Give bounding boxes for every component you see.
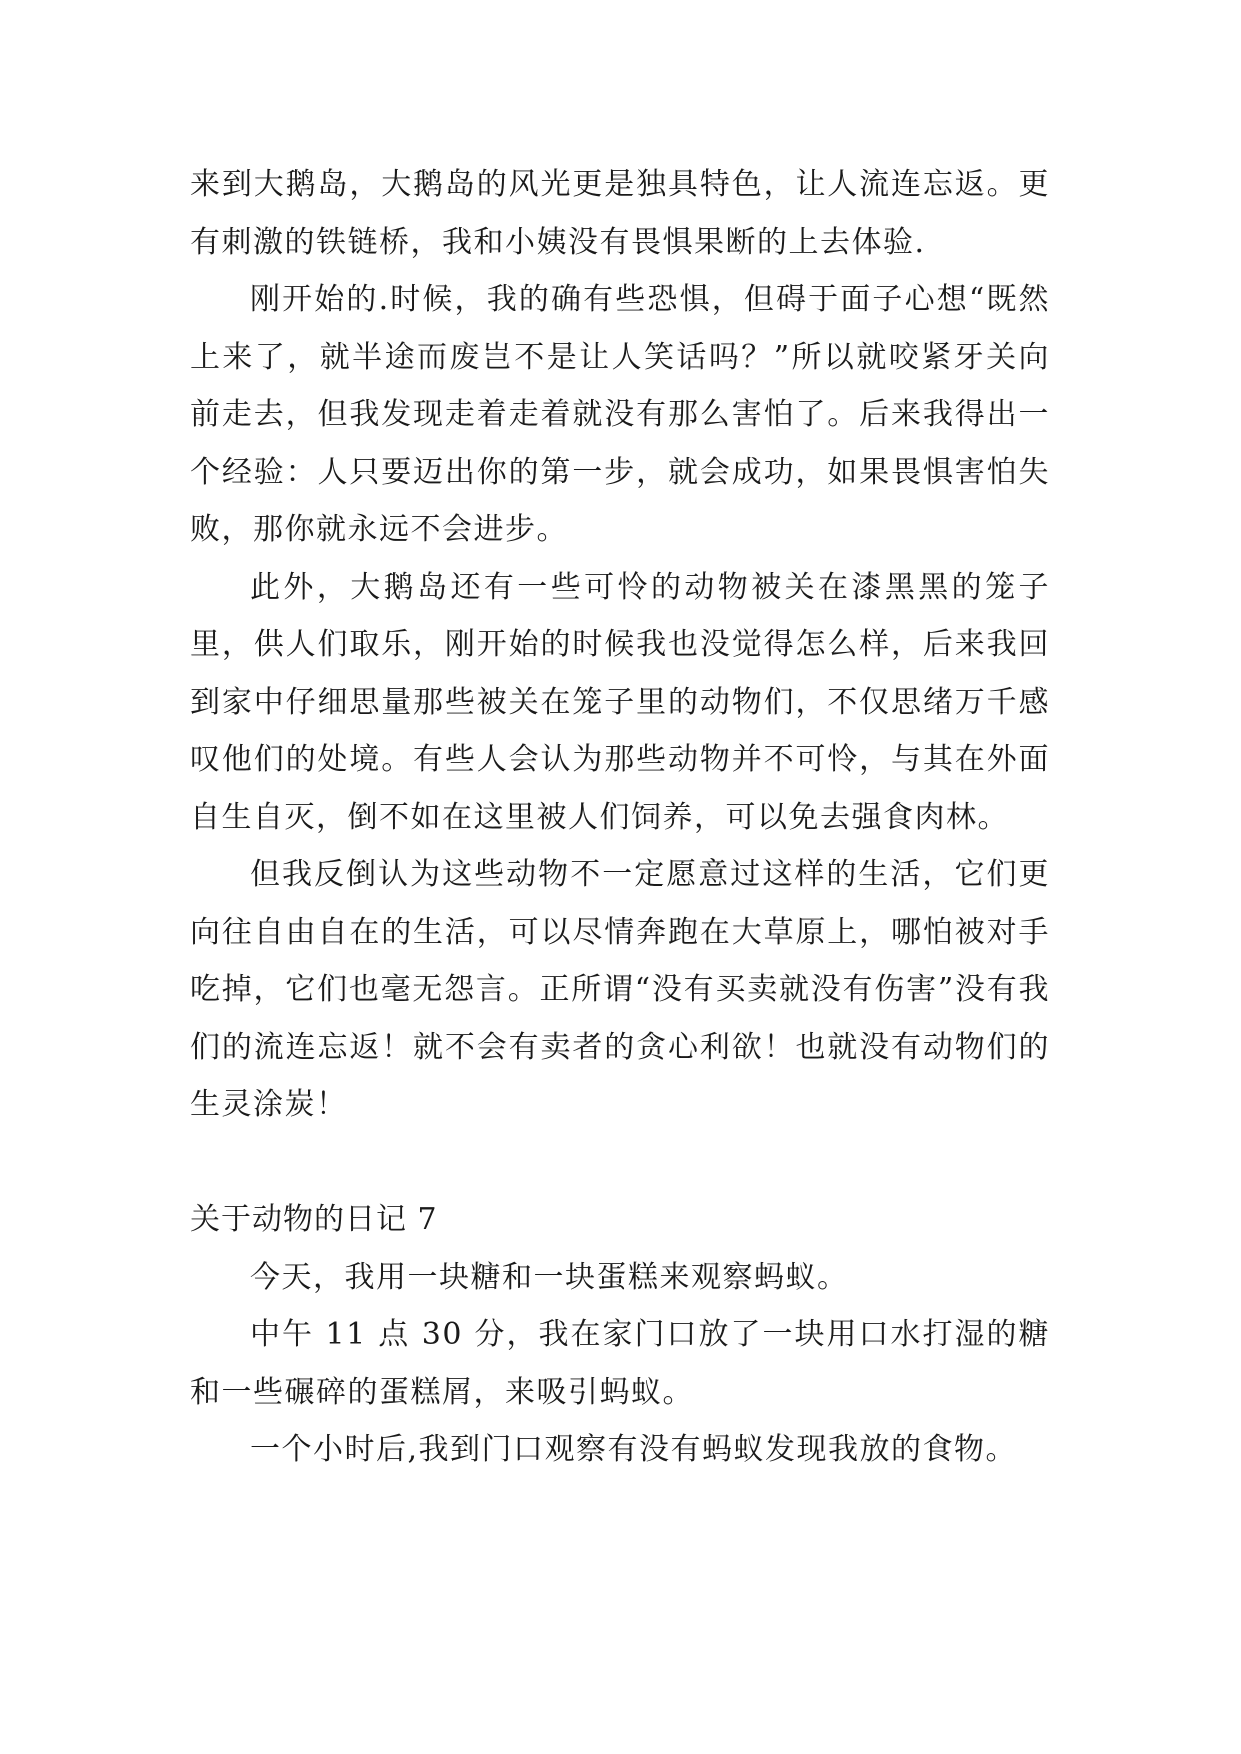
paragraph-7: 一个小时后,我到门口观察有没有蚂蚁发现我放的食物。 — [250, 1432, 1018, 1467]
paragraph-6: 中午 11 点 30 分，我在家门口放了一块用口水打湿的糖和一些碾碎的蛋糕屑，来吸引蚂蚁。 — [190, 1317, 1050, 1410]
document-page — [190, 156, 1050, 1479]
section-title: 关于动物的日记 7 — [190, 1202, 438, 1237]
paragraph-4: 但我反倒认为这些动物不一定愿意过这样的生活，它们更向往自由自在的生活，可以尽情奔跑在大草原上，哪怕被对手吃掉，它们也毫无怨言。正所谓“没有买卖就没有伤害”没有我们的流连忘返！就不会有卖者的贪心利欲！也就没有动物们的生灵涂炭！ — [190, 857, 1050, 1122]
section-spacer — [190, 1134, 1050, 1192]
paragraph-3: 此外，大鹅岛还有一些可怜的动物被关在漆黑黑的笼子里，供人们取乐，刚开始的时候我也没觉得怎么样，后来我回到家中仔细思量那些被关在笼子里的动物们，不仅思绪万千感叹他们的处境。有些人会认为那些动物并不可怜，与其在外面自生自灭，倒不如在这里被人们饲养，可以免去强食肉林。 — [190, 569, 1050, 835]
paragraph-1: 来到大鹅岛，大鹅岛的风光更是独具特色，让人流连忘返。更有刺激的铁链桥，我和小姨没有畏惧果断的上去体验. — [190, 167, 1050, 260]
paragraph-5: 今天，我用一块糖和一块蛋糕来观察蚂蚁。 — [250, 1259, 849, 1295]
paragraph-2: 刚开始的.时候，我的确有些恐惧，但碍于面子心想“既然上来了，就半途而废岂不是让人笑话吗？”所以就咬紧牙关向前走去，但我发现走着走着就没有那么害怕了。后来我得出一个经验：人只要迈出你的第一步，就会成功，如果畏惧害怕失败，那你就永远不会进步。 — [190, 282, 1050, 547]
